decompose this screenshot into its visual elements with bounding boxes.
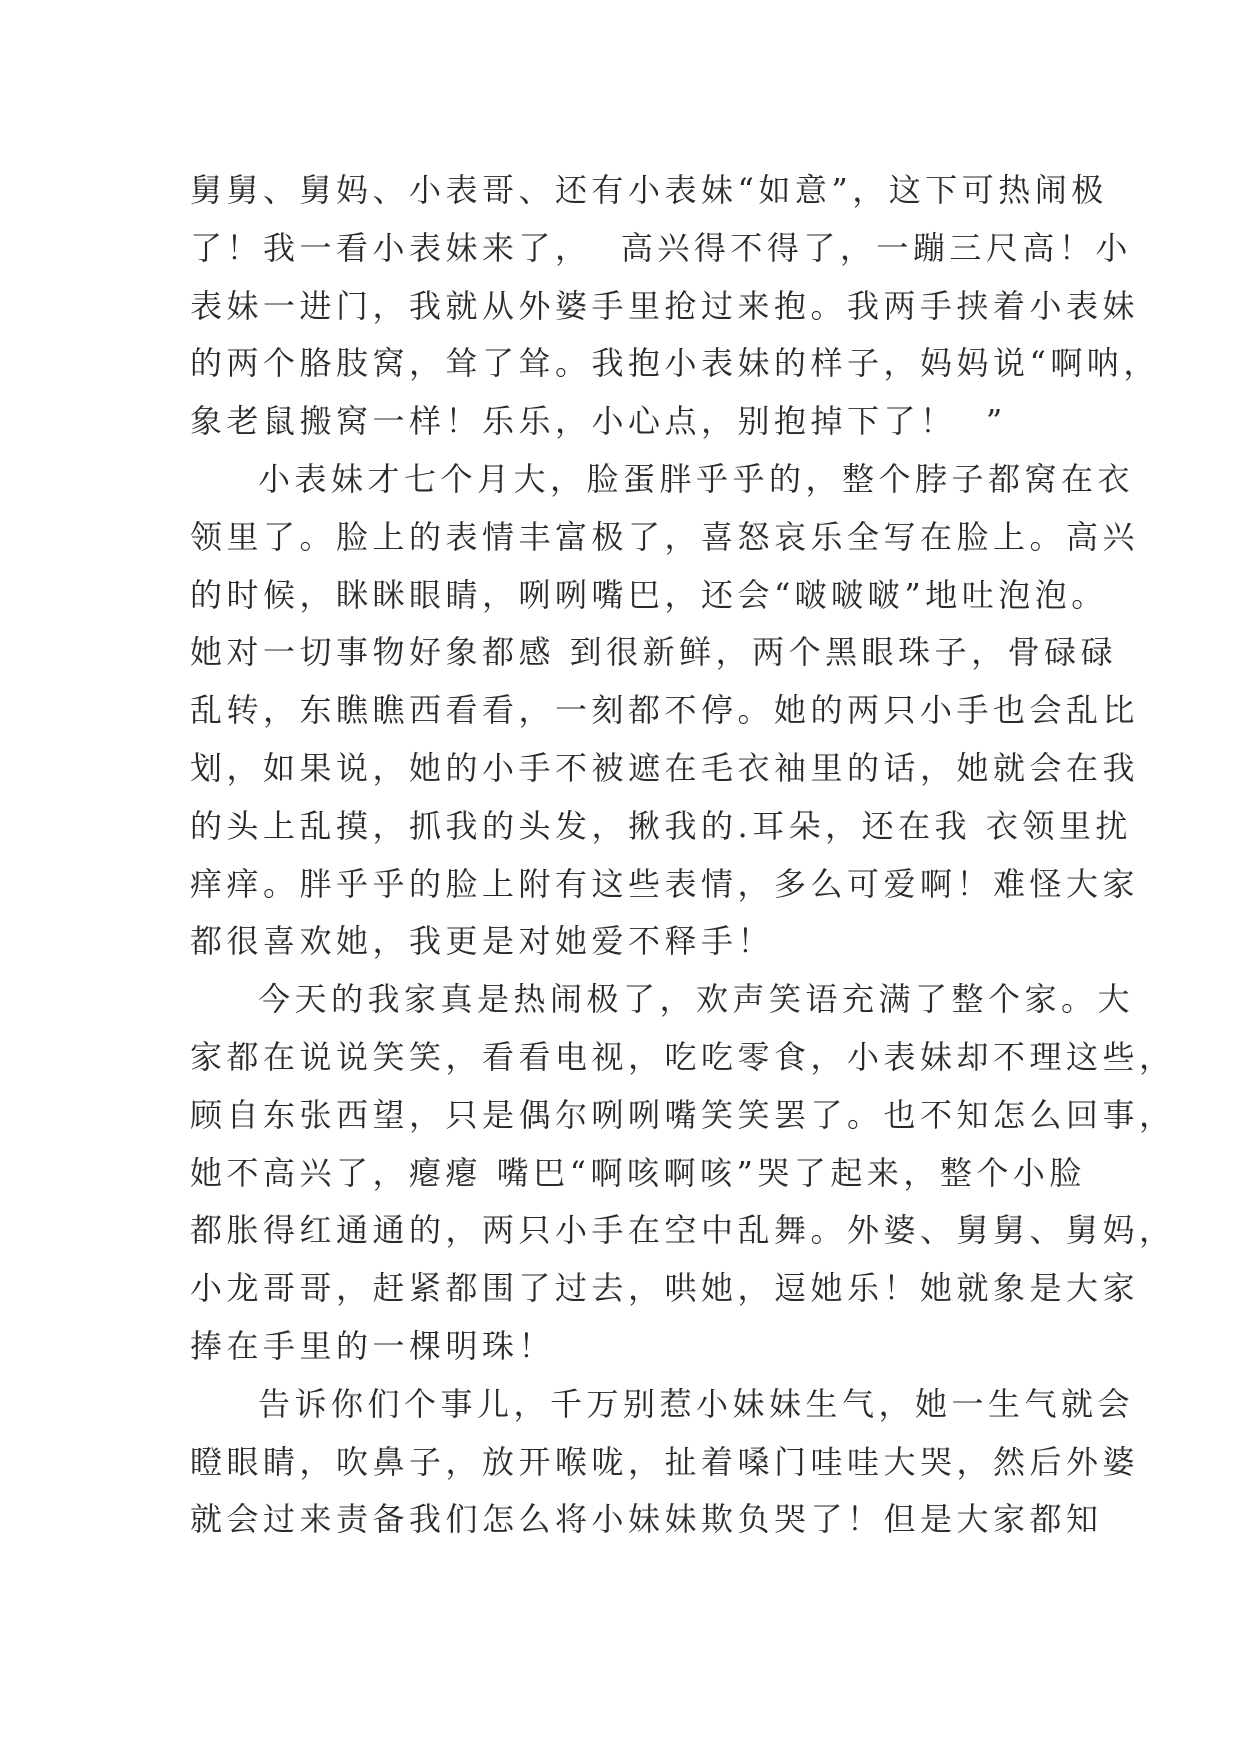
text-line: 捧在手里的一棵明珠！ — [190, 1326, 556, 1365]
text-line: 顾自东张西望，只是偶尔咧咧嘴笑笑罢了。也不知怎么回事， — [190, 1095, 1176, 1134]
text-line: 的时候，眯眯眼睛，咧咧嘴巴，还会“啵啵啵”地吐泡泡。 — [190, 575, 1108, 614]
text-line: 表妹一进门，我就从外婆手里抢过来抱。我两手挟着小表妹 — [190, 286, 1140, 325]
paragraph-first-line: 小表妹才七个月大，脸蛋胖乎乎的，整个脖子都窝在衣 — [258, 459, 1135, 498]
text-line: 小龙哥哥，赶紧都围了过去，哄她，逗她乐！她就象是大家 — [190, 1269, 1140, 1308]
text-line: 家都在说说笑笑，看看电视，吃吃零食，小表妹却不理这些， — [190, 1037, 1176, 1076]
text-line: 的头上乱摸，抓我的头发，揪我的.耳朵，还在我 衣领里扰 — [190, 806, 1132, 845]
text-line: 都胀得红通通的，两只小手在空中乱舞。外婆、舅舅、舅妈， — [190, 1211, 1176, 1250]
text-line: 领里了。脸上的表情丰富极了，喜怒哀乐全写在脸上。高兴 — [190, 517, 1140, 556]
text-line: 就会过来责备我们怎么将小妹妹欺负哭了！但是大家都知 — [190, 1500, 1103, 1539]
text-line: 象老鼠搬窝一样！乐乐，小心点，别抱掉下了！ ” — [190, 402, 1007, 441]
text-line: 乱转，东瞧瞧西看看，一刻都不停。她的两只小手也会乱比 — [190, 691, 1140, 730]
text-line: 痒痒。胖乎乎的脸上附有这些表情，多么可爱啊！难怪大家 — [190, 864, 1140, 903]
paragraph-first-line: 今天的我家真是热闹极了，欢声笑语充满了整个家。大 — [258, 980, 1135, 1019]
paragraph-first-line: 告诉你们个事儿，千万别惹小妹妹生气，她一生气就会 — [258, 1384, 1135, 1423]
text-line: 舅舅、舅妈、小表哥、还有小表妹“如意”，这下可热闹极 — [190, 171, 1108, 209]
body-text — [190, 162, 1176, 1549]
text-line: 都很喜欢她，我更是对她爱不释手！ — [190, 922, 775, 961]
text-line: 她不高兴了，瘪瘪 嘴巴“啊咳啊咳”哭了起来，整个小脸 — [190, 1153, 1086, 1192]
text-line: 的两个胳肢窝，耸了耸。我抱小表妹的样子，妈妈说“啊呐， — [190, 344, 1160, 383]
text-line: 划，如果说，她的小手不被遮在毛衣袖里的话，她就会在我 — [190, 748, 1140, 787]
text-line: 她对一切事物好象都感 到很新鲜，两个黑眼珠子，骨碌碌 — [190, 633, 1118, 672]
text-line: 瞪眼睛，吹鼻子，放开喉咙，扯着嗓门哇哇大哭，然后外婆 — [190, 1442, 1140, 1481]
text-line: 了！我一看小表妹来了， 高兴得不得了，一蹦三尺高！小 — [190, 228, 1132, 267]
